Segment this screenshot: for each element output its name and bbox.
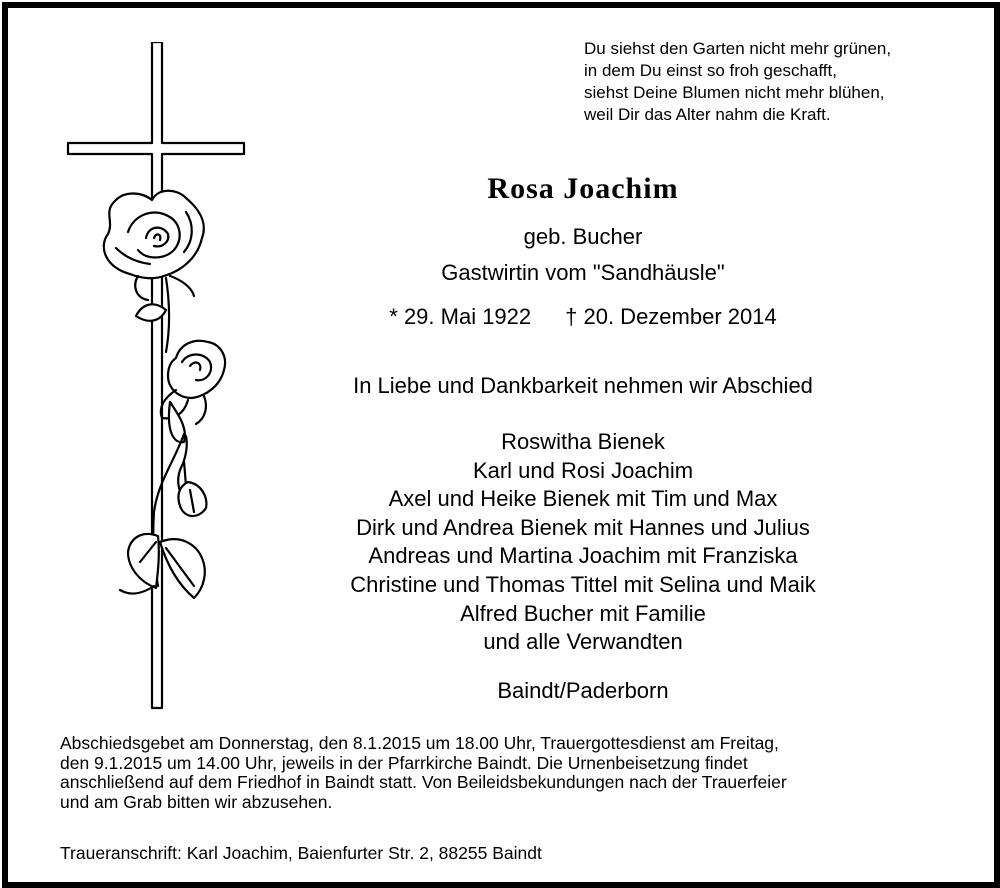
mourning-address: Traueranschrift: Karl Joachim, Baienfurter Str. 2, 88255 Baindt bbox=[60, 843, 542, 863]
list-item: Karl und Rosi Joachim bbox=[472, 457, 694, 483]
mourners-list bbox=[278, 428, 888, 657]
poem-line: siehst Deine Blumen nicht mehr blühen, bbox=[584, 83, 885, 102]
funeral-notice-line: Abschiedsgebet am Donnerstag, den 8.1.2015 um 18.00 Uhr, Trauergottesdienst am Freitag, bbox=[60, 733, 779, 753]
funeral-notice-line: und am Grab bitten wir abzusehen. bbox=[60, 791, 333, 812]
occupation: Gastwirtin vom "Sandhäusle" bbox=[441, 260, 725, 285]
funeral-notice bbox=[60, 734, 960, 812]
list-item: Alfred Bucher mit Familie bbox=[460, 600, 706, 626]
funeral-notice-line: anschließend auf dem Friedhof in Baindt statt. Von Beileidsbekundungen nach der Trauerfeier bbox=[60, 772, 787, 792]
list-item: Dirk und Andrea Bienek mit Hannes und Julius bbox=[356, 514, 810, 540]
place: Baindt/Paderborn bbox=[497, 678, 669, 703]
poem-line: Du siehst den Garten nicht mehr grünen, bbox=[584, 39, 892, 58]
death-date: † 20. Dezember 2014 bbox=[565, 304, 777, 329]
maiden-name: geb. Bucher bbox=[523, 224, 643, 249]
list-item: Roswitha Bienek bbox=[501, 429, 665, 454]
farewell-line: In Liebe und Dankbarkeit nehmen wir Abschied bbox=[353, 373, 813, 398]
list-item: Axel und Heike Bienek mit Tim und Max bbox=[388, 486, 778, 512]
list-item: Andreas und Martina Joachim mit Franziska bbox=[368, 543, 798, 569]
poem bbox=[584, 38, 984, 126]
list-item: Christine und Thomas Tittel mit Selina und Maik bbox=[350, 571, 816, 597]
life-dates bbox=[278, 304, 888, 330]
funeral-notice-line: den 9.1.2015 um 14.00 Uhr, jeweils in der Pfarrkirche Baindt. Die Urnenbeisetzung findet bbox=[60, 752, 748, 773]
deceased-name: Rosa Joachim bbox=[487, 172, 679, 205]
list-item: und alle Verwandten bbox=[483, 629, 683, 655]
rose-icon bbox=[161, 341, 225, 442]
poem-line: weil Dir das Alter nahm die Kraft. bbox=[584, 105, 831, 124]
birth-date: * 29. Mai 1922 bbox=[389, 304, 532, 329]
obituary-notice bbox=[2, 2, 1000, 888]
cross-with-roses-illustration bbox=[58, 42, 248, 722]
poem-line: in dem Du einst so froh geschafft, bbox=[584, 61, 837, 80]
